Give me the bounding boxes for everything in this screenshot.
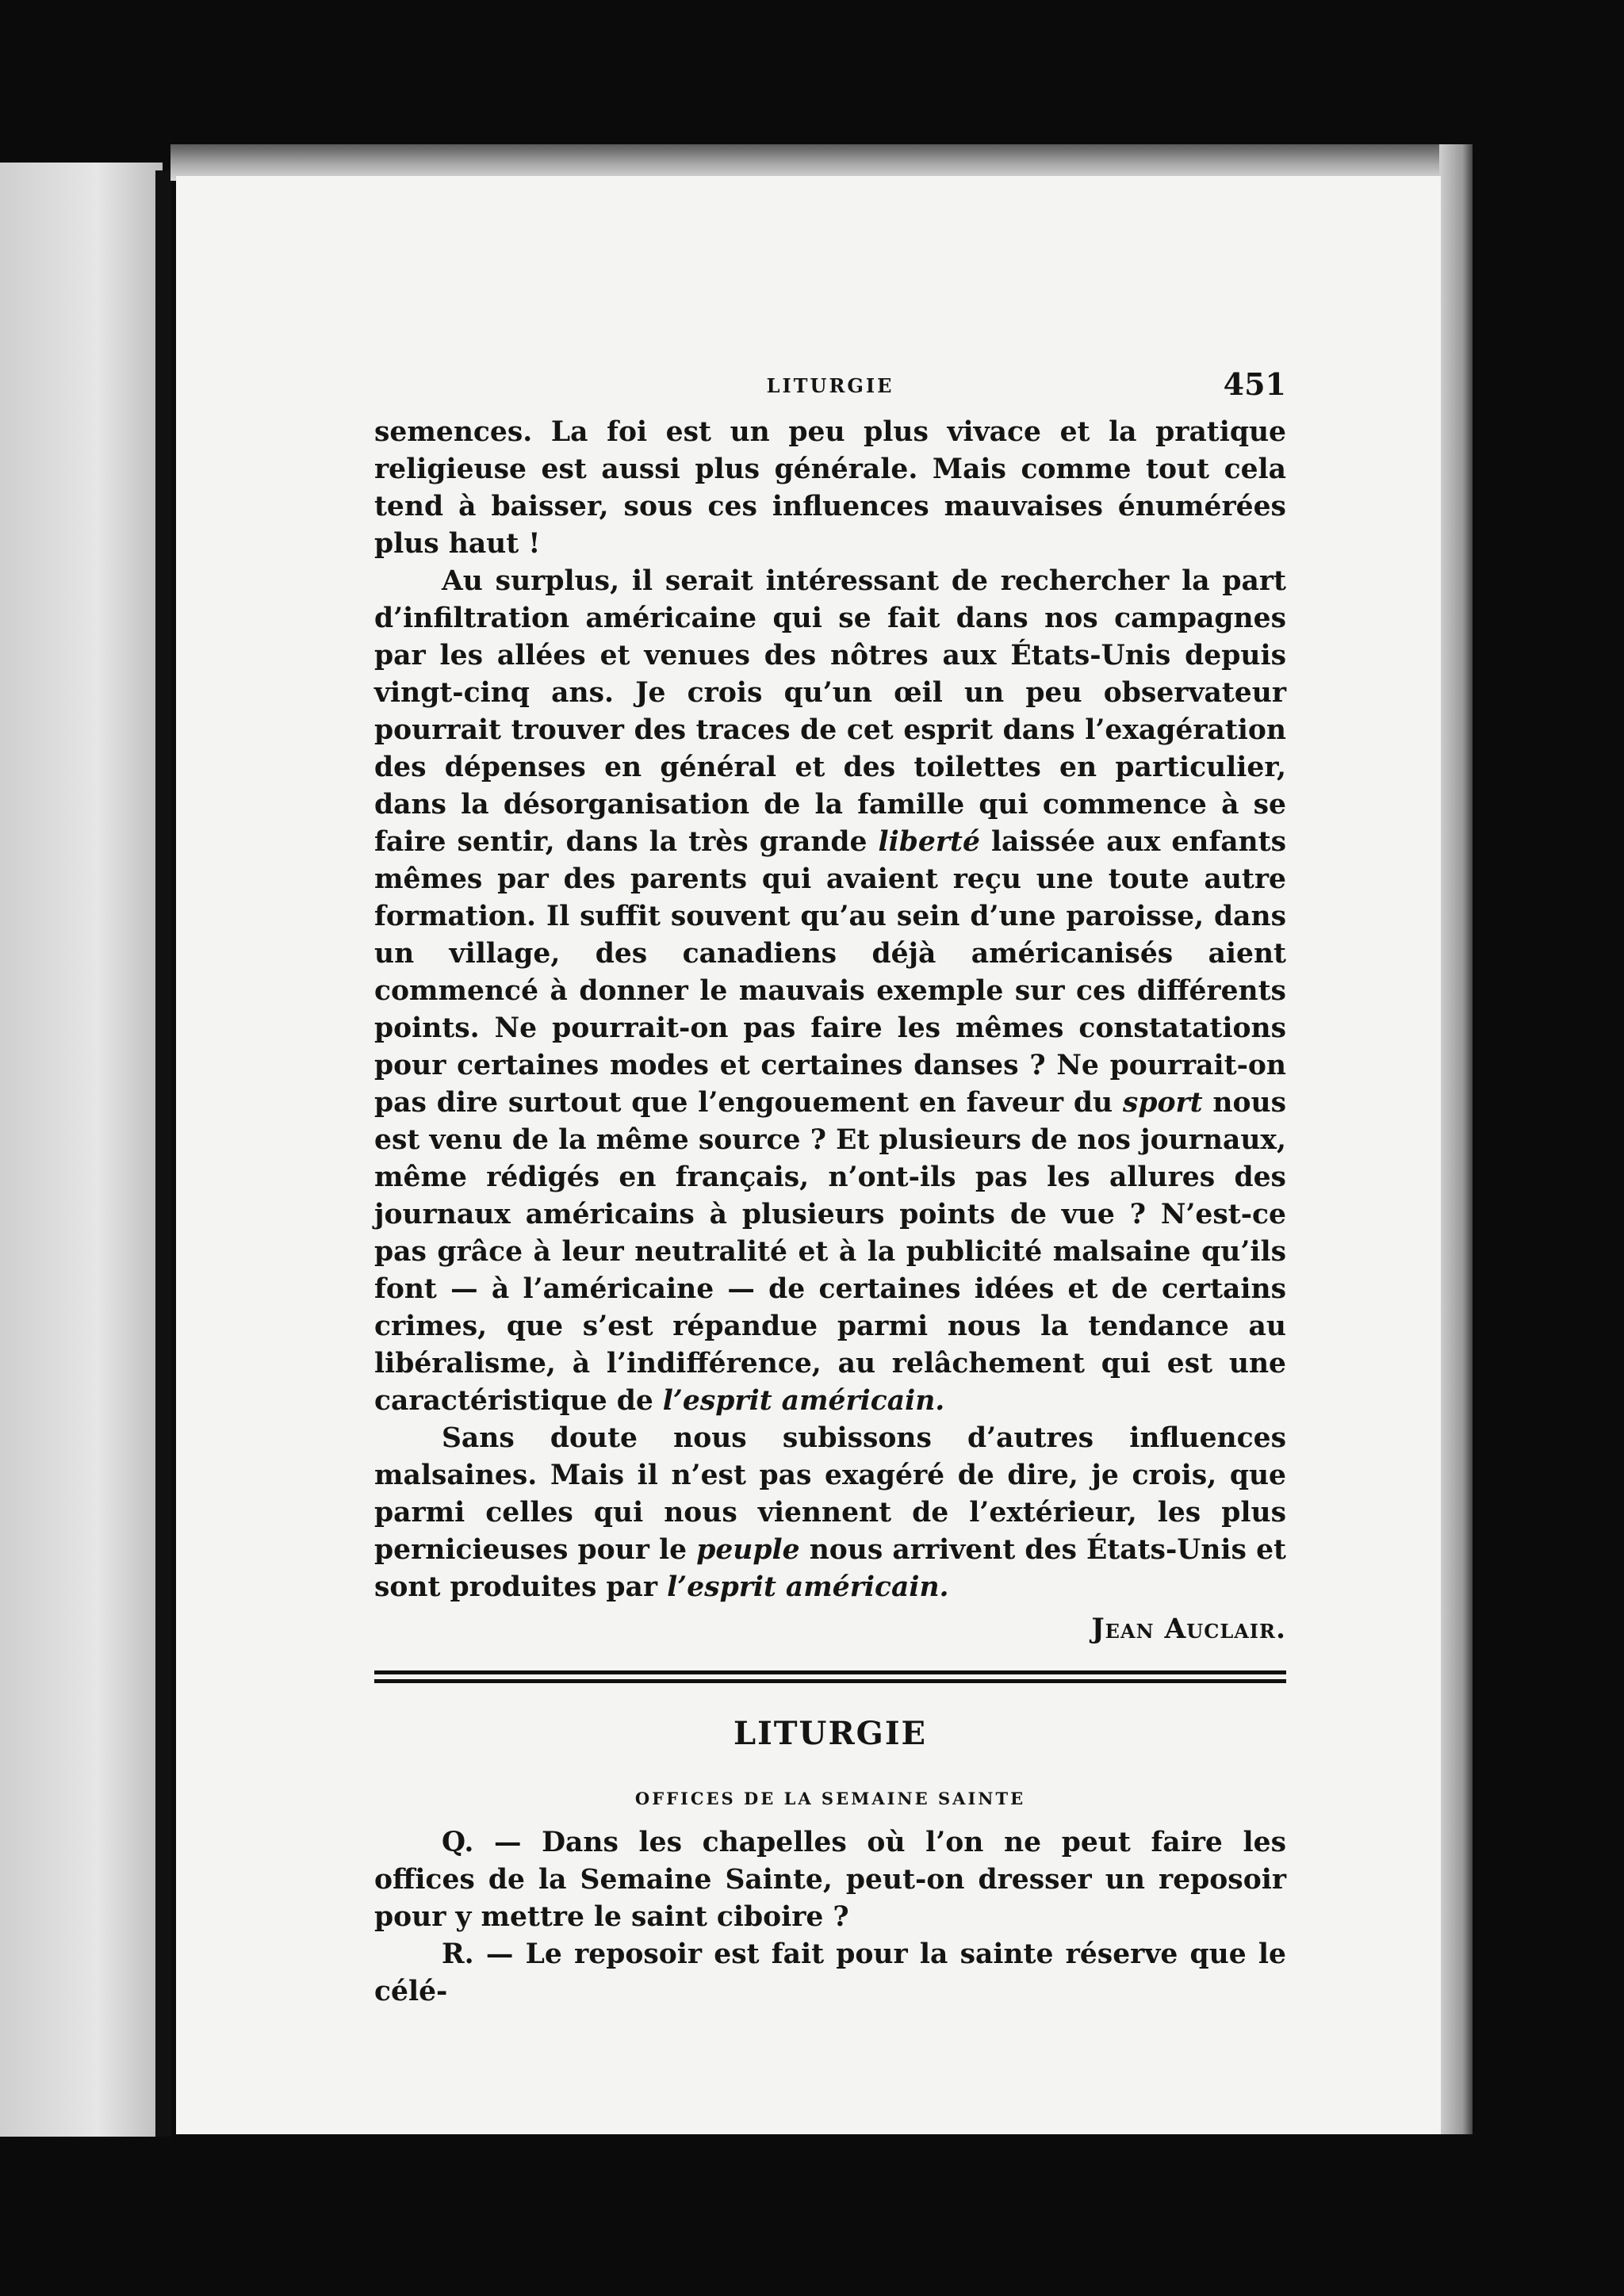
italic-liberte: liberté: [878, 826, 980, 858]
page-stack-right-edge: [1439, 144, 1473, 2134]
paragraph-2-text-a: Au surplus, il serait intéressant de rechercher la part d’infiltration américaine qui se fait dans nos campagnes par les allées et venues des nôtres aux États-Unis depuis vingt-cinq ans. Je crois qu’un œil un peu observateur pourrait trouver des traces de cet esprit dans l’exagération des dépenses en général et des toilettes en particulier, dans la désorganisation de la famille qui commence à se faire sentir, dans la très grande: [374, 565, 1286, 858]
italic-esprit-americain-2: l’esprit américain.: [667, 1571, 949, 1603]
answer-paragraph: R. — Le reposoir est fait pour la sainte réserve que le célé-: [374, 1938, 1286, 2007]
book-gutter: [155, 170, 171, 2137]
book-page: [176, 176, 1441, 2134]
running-title: LITURGIE: [766, 374, 894, 397]
paragraph-3-text-a: Sans doute nous subissons d’autres influences malsaines. Mais il n’est pas exagéré de dire, je crois, que parmi celles qui nous viennent de l’extérieur, les plus pernicieuses pour le: [374, 1422, 1286, 1566]
page-text-block: [374, 366, 1286, 2011]
author-signature: Jean Auclair.: [1091, 1613, 1286, 1645]
italic-esprit-americain: l’esprit américain.: [662, 1385, 945, 1417]
section-subtitle: OFFICES DE LA SEMAINE SAINTE: [634, 1789, 1026, 1808]
running-head: [374, 366, 1286, 414]
paragraph-2-text-c: laissée aux enfants mêmes par des parents qui avaient reçu une toute autre formation. Il suffit souvent qu’au sein d’une paroisse, dans un village, des canadiens déjà américanisés aient commencé à donner le mauvais exemple sur ces différents points. Ne pourrait-on pas faire les mêmes constatations pour certaines modes et certaines danses ? Ne pourrait-on pas dire surtout que l’engouement en faveur du: [374, 826, 1286, 1119]
page-number: 451: [1223, 366, 1286, 402]
paragraph-1: semences. La foi est un peu plus vivace et la pratique religieuse est aussi plus générale. Mais comme tout cela tend à baisser, sous ces influences mauvaises énumérées plus haut !: [374, 416, 1286, 560]
double-rule-divider: [374, 1670, 1286, 1683]
adjacent-page-edge: [0, 163, 163, 2137]
paragraph-2: [374, 563, 1286, 1420]
paragraph-3: [374, 1420, 1286, 1606]
italic-peuple: peuple: [696, 1534, 800, 1566]
paragraph-2-text-e: nous est venu de la même source ? Et plusieurs de nos journaux, même rédigés en français, n’ont-ils pas les allures des journaux américains à plusieurs points de vue ? N’est-ce pas grâce à leur neutralité et à la publicité malsaine qu’ils font — à l’américaine — de certaines idées et de certains crimes, que s’est répandue parmi nous la tendance au libéralisme, à l’indifférence, au relâchement qui est une caractéristique de: [374, 1087, 1286, 1417]
italic-sport: sport: [1122, 1087, 1203, 1119]
section-title: LITURGIE: [733, 1715, 928, 1752]
question-paragraph: Q. — Dans les chapelles où l’on ne peut faire les offices de la Semaine Sainte, peut-on dresser un reposoir pour y mettre le saint ciboire ?: [374, 1827, 1286, 1933]
paragraph-3-text-c: nous arrivent des États-Unis et sont produites par: [374, 1534, 1286, 1603]
